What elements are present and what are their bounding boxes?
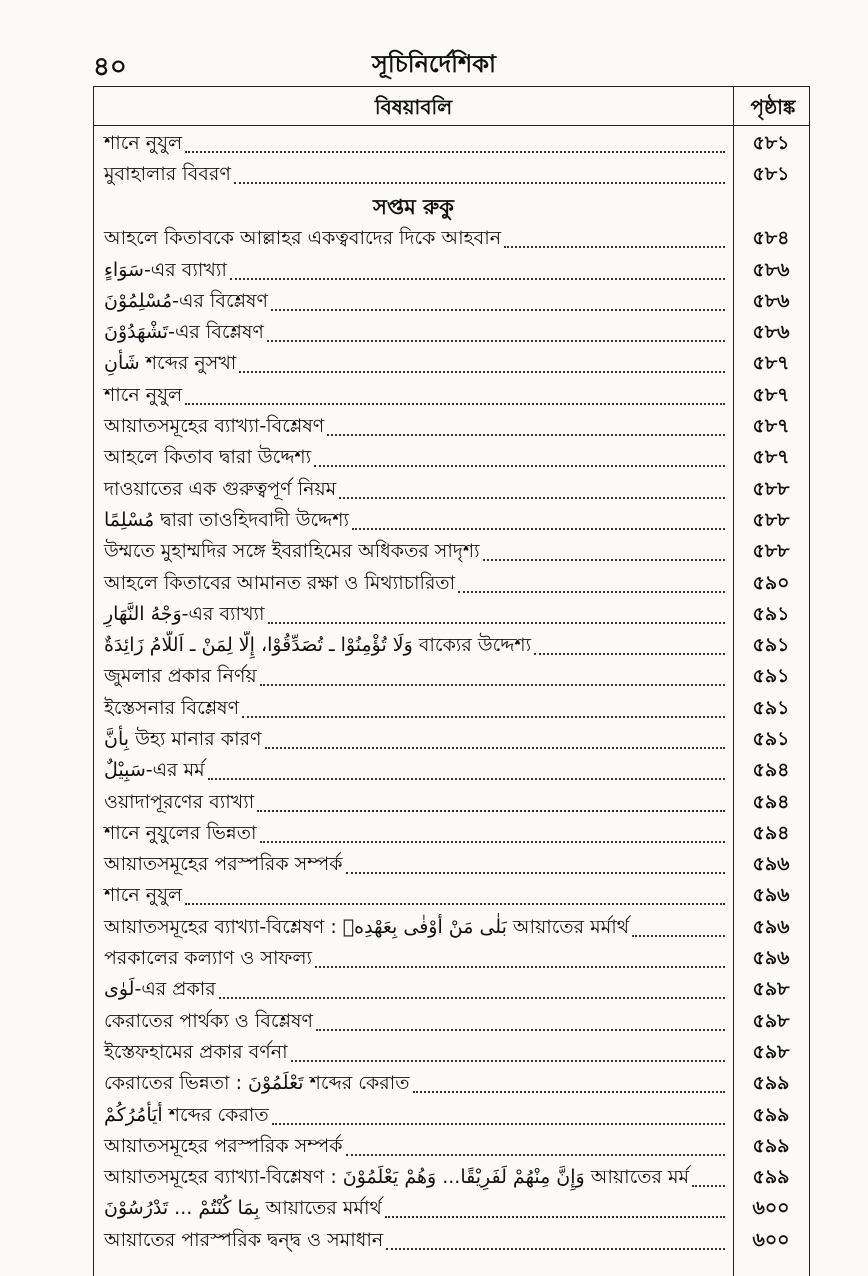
entry-label: شَأْنِ শব্দের নুসখা [104,352,237,375]
toc-entry [94,506,809,537]
entry-topic [94,318,733,350]
section-heading [94,192,809,225]
entry-label: أَيَأْمُرُكُمْ শব্দের কেরাত [104,1103,269,1126]
entry-topic [94,944,733,976]
dot-leader [504,246,725,248]
entry-label: জুমলার প্রকার নির্ণয় [104,665,257,688]
entry-page-number: ৫৮৭ [752,383,790,406]
entry-page-number: ৫৯১ [752,696,790,719]
contents-rows [94,126,809,1257]
dot-leader [267,340,725,342]
dot-leader [242,716,725,718]
entry-label: পরকালের কল্যাণ ও সাফল্য [104,947,313,970]
toc-entry [94,350,809,381]
entry-topic [94,1007,733,1039]
entry-topic [94,160,733,192]
toc-entry [94,851,809,882]
entry-page-number: ৫৮৮ [752,540,790,563]
toc-entry [94,1038,809,1069]
dot-leader [316,1029,725,1031]
dot-leader [208,778,725,780]
entry-topic [94,475,733,507]
entry-page-number: ৫৮৮ [752,508,790,531]
running-head: সূচিনির্দেশিকা [372,50,496,78]
entry-topic [94,349,733,381]
entry-label: لَوٰى-এর প্রকার [104,978,216,1001]
toc-entry [94,1195,809,1226]
entry-page-number: ৬০০ [752,1228,790,1251]
entry-topic [94,756,733,788]
entry-label: মুবাহালার বিবরণ [104,162,231,185]
entry-label: بِمَا كُنْتُمْ ... تَدْرُسُوْنَ আয়াতের মর্মার্থ [104,1197,382,1220]
dot-leader [386,1248,725,1250]
entry-topic [94,1101,733,1133]
entry-label: আহলে কিতাবের আমানত রক্ষা ও মিথ্যাচারিতা [104,571,456,594]
entry-page-number: ৫৯৯ [752,1134,790,1157]
entry-page-number: ৫৮৮ [752,477,790,500]
entry-label: مُسْلِمًا দ্বারা তাওহিদবাদী উদ্দেশ্য [104,508,349,531]
toc-entry [94,694,809,725]
entry-page-number: ৫৮৬ [752,258,790,281]
entry-topic [94,224,733,256]
toc-entry [94,225,809,256]
entry-topic [94,1069,733,1101]
entry-page-number: ৫৯৬ [752,915,790,938]
toc-entry [94,1101,809,1132]
entry-page-number: ৫৯৮ [752,978,790,1001]
entry-page-number: ৫৮৪ [752,227,790,250]
entry-topic [94,1038,733,1070]
dot-leader [265,747,725,749]
entry-page-number: ৫৮৬ [752,321,790,344]
entry-page-number: ৫৯৯ [752,1166,790,1189]
toc-entry [94,1132,809,1163]
dot-leader [346,1154,725,1156]
entry-page-number: ৫৯৯ [752,1072,790,1095]
toc-entry [94,160,809,191]
entry-label: কেরাতের ভিন্নতা : تَعْلَمُوْنَ শব্দের কেরাত [104,1072,410,1095]
entry-page-number: ৫৯৪ [752,759,790,782]
entry-topic [94,506,733,538]
toc-entry [94,757,809,788]
table-header [94,87,809,126]
entry-label: وَجْهُ النَّهَارِ-এর ব্যাখ্যা [104,602,265,625]
entry-topic [94,1194,733,1226]
toc-entry [94,944,809,975]
toc-entry [94,475,809,506]
entry-page-number: ৫৯৬ [752,853,790,876]
dot-leader [257,810,725,812]
dot-leader [291,1060,725,1062]
toc-entry [94,819,809,850]
dot-leader [413,1091,726,1093]
entry-topic [94,1132,733,1164]
entry-label: ইস্তেসনার বিশ্লেষণ [104,696,240,719]
toc-entry [94,1226,809,1257]
dot-leader [185,403,725,405]
entry-label: আয়াতসমূহের ব্যাখ্যা-বিশ্লেষণ [104,415,325,438]
toc-entry [94,600,809,631]
entry-topic [94,569,733,601]
entry-page-number: ৫৯৪ [752,821,790,844]
entry-label: مُسْلِمُوْنَ-এর বিশ্লেষণ [104,289,268,312]
toc-entry [94,788,809,819]
entry-label: আয়াতের পারস্পরিক দ্বন্দ্ব ও সমাধান [104,1228,384,1251]
entry-page-number: ৫৮১ [752,131,790,154]
toc-entry [94,129,809,160]
toc-entry [94,882,809,913]
dot-leader [632,935,725,937]
entry-topic [94,788,733,820]
entry-label: দাওয়াতের এক গুরুত্বপূর্ণ নিয়ম [104,477,337,500]
entry-topic [94,537,733,569]
entry-label: আয়াতসমূহের পরস্পরিক সম্পর্ক [104,853,343,876]
toc-entry [94,569,809,600]
entry-topic [94,412,733,444]
toc-entry [94,1070,809,1101]
dot-leader [219,997,725,999]
entry-label: بِأَنَّ উহ্য মানার কারণ [104,728,262,750]
toc-entry [94,1007,809,1038]
entry-label: وَلَا تُؤْمِنُوْا ـ تُصَدِّقُوْا، إِلَّا لِمَنْ ـ اَللَّامُ زَائِدَةٌ বাক্যের উদ্দেশ্য [104,634,532,657]
entry-label: ইস্তেফহামের প্রকার বর্ণনা [104,1040,288,1063]
dot-leader [185,151,725,153]
entry-label: শানে নুযুল [104,884,183,907]
entry-label: আহলে কিতাবকে আল্লাহর একত্ববাদের দিকে আহবান [104,227,502,250]
dot-leader [271,309,725,311]
dot-leader [346,872,725,874]
entry-label: আয়াতসমূহের পরস্পরিক সম্পর্ক [104,1134,343,1157]
entry-topic [94,1163,733,1195]
entry-label: আয়াতসমূহের ব্যাখ্যা-বিশ্লেষণ : بَلٰى مَنْ أَوْفٰى بِعَهْدِهٖ আয়াতের মর্মার্থ [104,915,630,938]
page-number: ৪০ [93,52,127,82]
dot-leader [268,622,725,624]
toc-entry [94,913,809,944]
entry-topic [94,129,733,161]
entry-page-number: ৫৯৬ [752,884,790,907]
entry-topic [94,850,733,882]
header-page: পৃষ্ঠাঙ্ক [750,95,796,119]
toc-entry [94,256,809,287]
toc-entry [94,976,809,1007]
dot-leader [260,684,725,686]
entry-page-number: ৫৮৭ [752,352,790,375]
entry-topic [94,381,733,413]
entry-topic [94,443,733,475]
entry-page-number: ৫৯৬ [752,947,790,970]
dot-leader [327,434,725,436]
entry-page-number: ৫৯৮ [752,1040,790,1063]
entry-topic [94,600,733,632]
toc-entry [94,725,809,756]
entry-topic [94,913,733,945]
dot-leader [534,653,725,655]
toc-entry [94,444,809,475]
entry-label: শানে নুযুল [104,131,183,154]
entry-page-number: ৬০০ [752,1197,790,1220]
entry-topic [94,725,733,757]
entry-topic [94,256,733,288]
dot-leader [352,528,725,530]
dot-leader [314,465,725,467]
toc-entry [94,318,809,349]
contents-table [93,86,810,1276]
entry-topic [94,662,733,694]
dot-leader [272,1123,725,1125]
entry-label: উম্মতে মুহাম্মদির সঙ্গে ইবরাহিমের অধিকতর সাদৃশ্য [104,540,480,563]
entry-topic [94,1226,733,1258]
toc-entry [94,631,809,662]
dot-leader [239,371,725,373]
entry-page-number: ৫৯১ [752,728,790,750]
toc-entry [94,412,809,443]
dot-leader [692,1185,725,1187]
dot-leader [234,182,725,184]
entry-page-number: ৫৯৮ [752,1009,790,1032]
entry-topic [94,694,733,726]
entry-topic [94,881,733,913]
dot-leader [483,559,725,561]
entry-topic [94,287,733,319]
entry-page-number: ৫৮৭ [752,446,790,469]
dot-leader [230,278,725,280]
dot-leader [458,591,725,593]
dot-leader [385,1216,725,1218]
section-heading-text: সপ্তম রুকু [373,194,454,219]
dot-leader [315,966,725,968]
dot-leader [185,903,725,905]
entry-page-number: ৫৯০ [752,571,790,594]
entry-label: আহলে কিতাব দ্বারা উদ্দেশ্য [104,446,312,469]
entry-page-number: ৫৮৭ [752,415,790,438]
entry-label: আয়াতসমূহের ব্যাখ্যা-বিশ্লেষণ : وَإِنَّ مِنْهُمْ لَفَرِيْقًا... وَهُمْ يَعْلَمُوْنَ আয়াতের মর্ম [104,1166,690,1189]
entry-label: سَوَاءٍ-এর ব্যাখ্যা [104,258,227,281]
entry-label: শানে নুযুলের ভিন্নতা [104,821,257,844]
toc-entry [94,538,809,569]
entry-page-number: ৫৮৬ [752,289,790,312]
entry-page-number: ৫৯১ [752,665,790,688]
entry-page-number: ৫৮১ [752,162,790,185]
entry-topic [94,631,733,663]
toc-entry [94,287,809,318]
entry-page-number: ৫৯৯ [752,1103,790,1126]
entry-label: শানে নুযুল [104,383,183,406]
header-topic: বিষয়াবলি [374,95,453,119]
entry-topic [94,975,733,1007]
entry-label: ওয়াদাপূরণের ব্যাখ্যা [104,790,255,813]
entry-page-number: ৫৯১ [752,602,790,625]
entry-topic [94,819,733,851]
dot-leader [339,497,725,499]
entry-label: تَشْهَدُوْنَ-এর বিশ্লেষণ [104,321,264,344]
entry-page-number: ৫৯১ [752,634,790,657]
dot-leader [260,841,725,843]
entry-label: سَبِيْلٌ-এর মর্ম [104,759,205,782]
toc-entry [94,1164,809,1195]
toc-entry [94,381,809,412]
entry-page-number: ৫৯৪ [752,790,790,813]
entry-label: কেরাতের পার্থক্য ও বিশ্লেষণ [104,1009,313,1032]
toc-entry [94,663,809,694]
